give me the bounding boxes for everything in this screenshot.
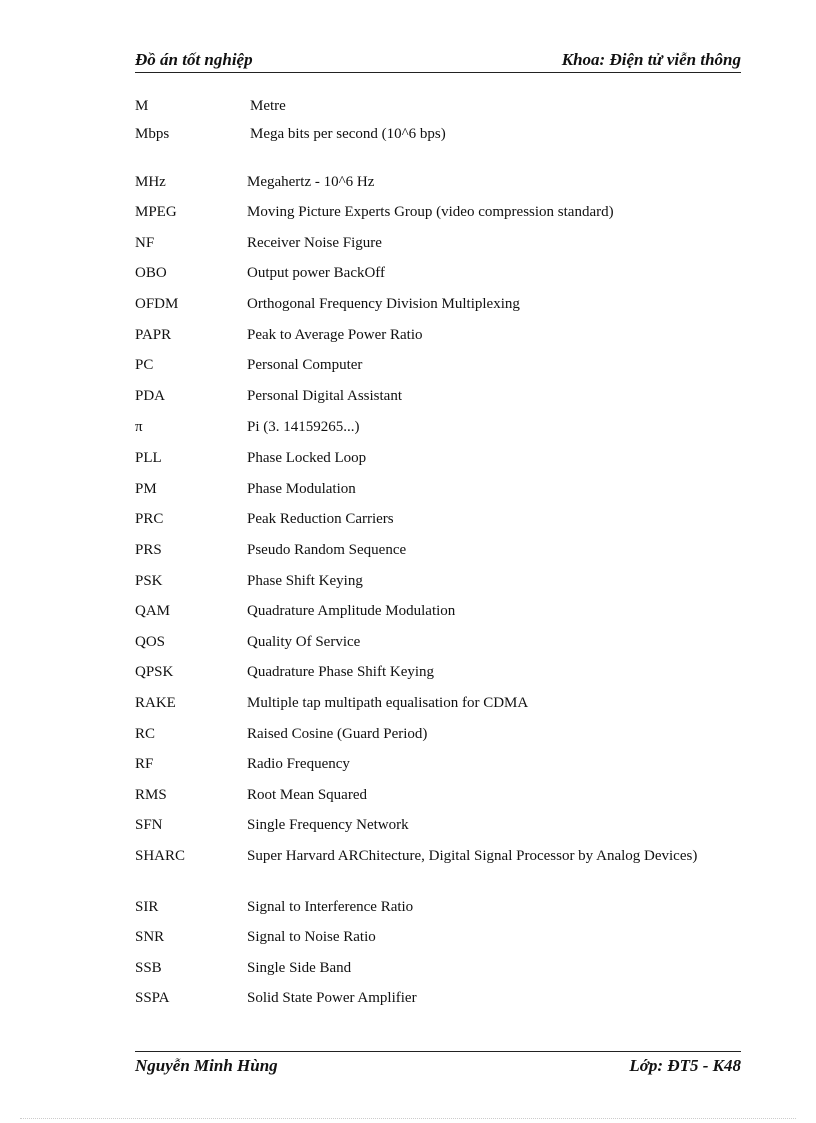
abbreviation-term: RMS: [135, 787, 167, 803]
abbreviation-definition: Mega bits per second (10^6 bps): [250, 126, 446, 142]
abbreviation-term: SFN: [135, 817, 163, 833]
abbreviation-term: NF: [135, 235, 155, 251]
abbreviation-definition: Orthogonal Frequency Division Multiplexing: [247, 296, 520, 312]
abbreviation-term: π: [135, 419, 143, 435]
abbreviation-definition: Pi (3. 14159265...): [247, 419, 360, 435]
abbreviation-definition: Metre: [250, 98, 286, 114]
abbreviation-term: SSPA: [135, 990, 170, 1006]
abbreviation-definition: Personal Digital Assistant: [247, 388, 402, 404]
abbreviation-term: PLL: [135, 450, 162, 466]
abbreviation-term: PDA: [135, 388, 166, 404]
abbreviation-definition: Peak to Average Power Ratio: [247, 327, 423, 343]
header-title: Đồ án tốt nghiệp: [135, 50, 253, 69]
abbreviation-definition: Quadrature Amplitude Modulation: [247, 603, 456, 619]
abbreviation-definition: Radio Frequency: [247, 756, 350, 772]
abbreviation-term: Mbps: [135, 126, 170, 142]
abbreviation-definition: Super Harvard ARChitecture, Digital Signal Processor by Analog Devices): [247, 848, 698, 864]
abbreviation-definition: Receiver Noise Figure: [247, 235, 382, 251]
abbreviation-term: RC: [135, 726, 156, 742]
abbreviation-definition: Phase Shift Keying: [247, 573, 363, 589]
abbreviation-definition: Multiple tap multipath equalisation for CDMA: [247, 695, 529, 711]
abbreviation-term: M: [135, 98, 149, 114]
abbreviation-definition: Personal Computer: [247, 357, 363, 373]
page-bottom-edge: [20, 1118, 796, 1119]
abbreviation-term: OFDM: [135, 296, 179, 312]
abbreviation-definition: Quality Of Service: [247, 634, 361, 650]
abbreviation-term: MHz: [135, 174, 166, 190]
abbreviation-term: PM: [135, 481, 157, 497]
abbreviation-term: SNR: [135, 929, 165, 945]
abbreviation-term: PRC: [135, 511, 164, 527]
abbreviation-definition: Signal to Noise Ratio: [247, 929, 376, 945]
abbreviation-term: QAM: [135, 603, 171, 619]
abbreviation-term: PRS: [135, 542, 162, 558]
abbreviation-definition: Megahertz - 10^6 Hz: [247, 174, 375, 190]
abbreviation-term: QPSK: [135, 664, 174, 680]
abbreviation-term: MPEG: [135, 204, 177, 220]
abbreviation-definition: Root Mean Squared: [247, 787, 367, 803]
abbreviation-definition: Single Side Band: [247, 960, 352, 976]
abbreviation-definition: Quadrature Phase Shift Keying: [247, 664, 435, 680]
abbreviation-definition: Solid State Power Amplifier: [247, 990, 417, 1006]
abbreviation-term: SIR: [135, 899, 159, 915]
abbreviation-term: OBO: [135, 265, 167, 281]
abbreviation-term: SSB: [135, 960, 162, 976]
abbreviation-term: PAPR: [135, 327, 172, 343]
abbreviation-term: PC: [135, 357, 154, 373]
page-header: [135, 50, 741, 73]
abbreviation-term: QOS: [135, 634, 166, 650]
abbreviation-definition: Raised Cosine (Guard Period): [247, 726, 428, 742]
abbreviation-definition: Signal to Interference Ratio: [247, 899, 414, 915]
abbreviation-term: RAKE: [135, 695, 176, 711]
header-department: Khoa: Điện tử viễn thông: [561, 50, 741, 69]
abbreviation-definition: Peak Reduction Carriers: [247, 511, 394, 527]
abbreviation-term: RF: [135, 756, 154, 772]
abbreviation-definition: Single Frequency Network: [247, 817, 409, 833]
abbreviation-definition: Output power BackOff: [247, 265, 386, 281]
footer-author: Nguyễn Minh Hùng: [135, 1056, 278, 1075]
page-footer: [135, 1051, 741, 1076]
abbreviation-term: SHARC: [135, 848, 186, 864]
footer-class: Lớp: ĐT5 - K48: [629, 1056, 741, 1075]
abbreviation-definition: Moving Picture Experts Group (video compression standard): [247, 204, 614, 220]
abbreviation-definition: Phase Locked Loop: [247, 450, 367, 466]
abbreviation-term: PSK: [135, 573, 163, 589]
abbreviation-definition: Phase Modulation: [247, 481, 356, 497]
abbreviation-definition: Pseudo Random Sequence: [247, 542, 407, 558]
